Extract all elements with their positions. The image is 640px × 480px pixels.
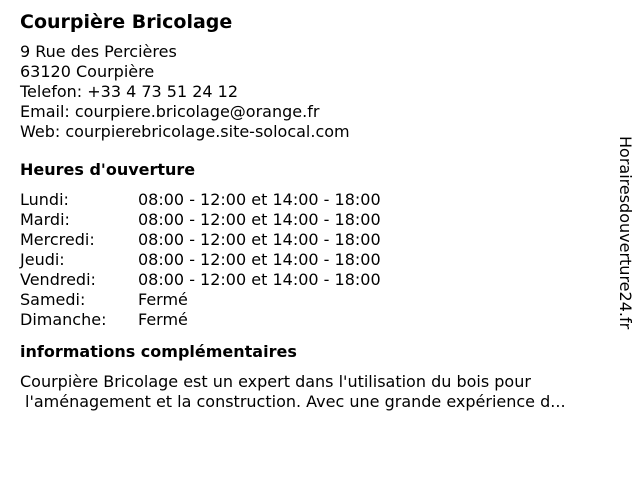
site-brand-vertical (610, 136, 640, 372)
hours-row-samedi (20, 290, 610, 310)
hours-row-jeudi (20, 250, 610, 270)
day-label: Jeudi: (20, 250, 65, 269)
day-label: Vendredi: (20, 270, 96, 289)
website-text: Web: courpierebricolage.site-solocal.com (20, 122, 350, 141)
day-label: Lundi: (20, 190, 69, 209)
business-card (20, 8, 610, 412)
hours-row-dimanche (20, 310, 610, 330)
hours-value: Fermé (138, 290, 188, 309)
additional-info-heading: informations complémentaires (20, 342, 297, 361)
hours-row-mercredi (20, 230, 610, 250)
business-name: Courpière Bricolage (20, 11, 233, 33)
hours-row-mardi (20, 210, 610, 230)
hours-value: 08:00 - 12:00 et 14:00 - 18:00 (138, 250, 381, 269)
day-label: Samedi: (20, 290, 86, 309)
hours-value: 08:00 - 12:00 et 14:00 - 18:00 (138, 210, 381, 229)
day-label: Dimanche: (20, 310, 107, 329)
day-label: Mercredi: (20, 230, 95, 249)
opening-hours-table (20, 190, 610, 330)
business-description (20, 372, 610, 412)
description-line-2: l'aménagement et la construction. Avec une grande expérience d... (25, 392, 566, 411)
email-text: Email: courpiere.bricolage@orange.fr (20, 102, 320, 121)
hours-row-vendredi (20, 270, 610, 290)
hours-row-lundi (20, 190, 610, 210)
day-label: Mardi: (20, 210, 70, 229)
hours-value: Fermé (138, 310, 188, 329)
hours-value: 08:00 - 12:00 et 14:00 - 18:00 (138, 270, 381, 289)
opening-hours-heading: Heures d'ouverture (20, 160, 196, 179)
hours-value: 08:00 - 12:00 et 14:00 - 18:00 (138, 190, 381, 209)
address-street: 9 Rue des Percières (20, 42, 177, 61)
hours-value: 08:00 - 12:00 et 14:00 - 18:00 (138, 230, 381, 249)
site-brand-text: Horairesdouverture24.fr (616, 136, 635, 330)
description-line-1: Courpière Bricolage est un expert dans l'utilisation du bois pour (20, 372, 531, 391)
phone-text: Telefon: +33 4 73 51 24 12 (20, 82, 239, 101)
address-city: 63120 Courpière (20, 62, 155, 81)
